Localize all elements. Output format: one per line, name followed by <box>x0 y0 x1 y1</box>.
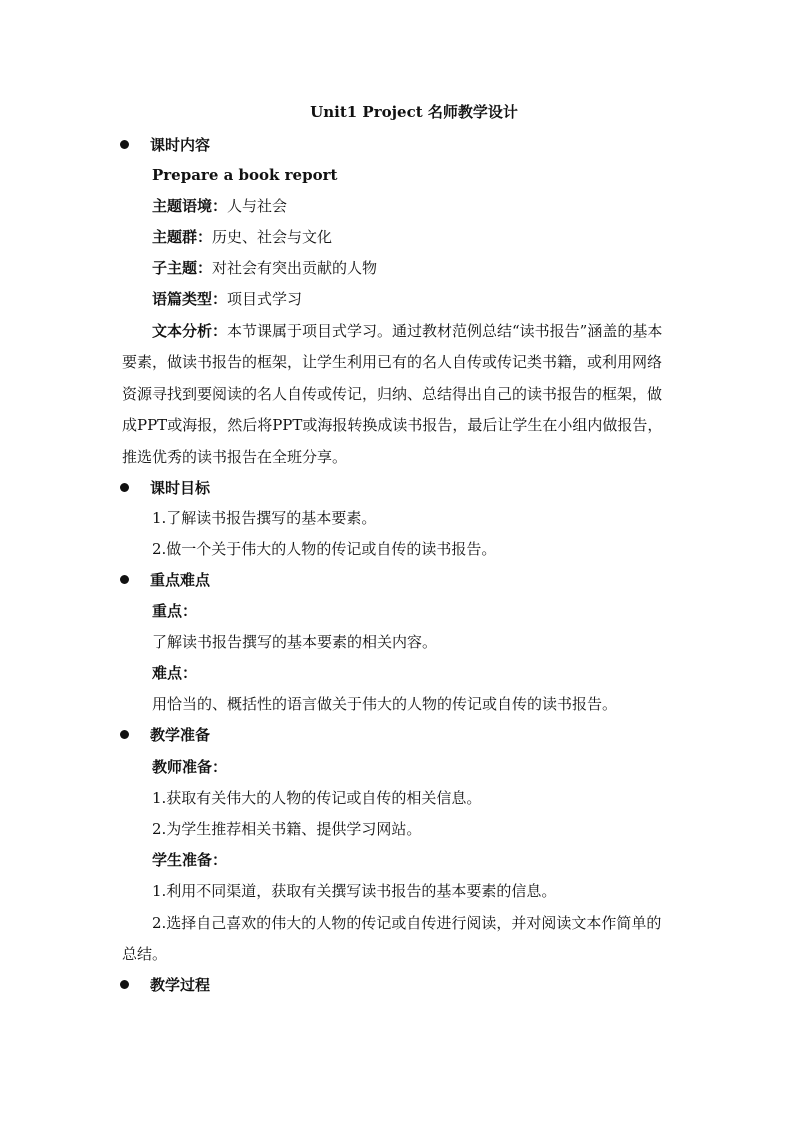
teacher-prep-item: 1.获取有关伟大的人物的传记或自传的相关信息。 <box>152 789 482 807</box>
key-point-label: 重点： <box>152 602 198 620</box>
difficulty-label: 难点： <box>152 664 198 682</box>
section-heading: 重点难点 <box>150 570 211 589</box>
text-type-value: 项目式学习 <box>227 290 303 308</box>
key-point-text: 了解读书报告撰写的基本要素的相关内容。 <box>152 633 438 651</box>
theme-context-label: 主题语境： <box>152 197 228 215</box>
section-heading: 教学准备 <box>150 725 211 744</box>
difficulty-text: 用恰当的、概括性的语言做关于伟大的人物的传记或自传的读书报告。 <box>152 695 618 713</box>
section-header-lesson-content <box>120 132 210 156</box>
student-prep-label: 学生准备： <box>152 851 228 869</box>
theme-group-label: 主题群： <box>152 228 213 246</box>
section-header-teaching-process <box>120 972 210 996</box>
bullet-icon <box>120 980 129 989</box>
theme-context-line <box>152 196 287 216</box>
student-prep-item: 2.选择自己喜欢的伟大的人物的传记或自传进行阅读，并对阅读文本作简单的总结。 <box>122 914 662 964</box>
student-prep-item: 1.利用不同渠道，获取有关撰写读书报告的基本要素的信息。 <box>152 882 557 900</box>
goal-item: 2.做一个关于伟大的人物的传记或自传的读书报告。 <box>152 540 497 558</box>
theme-group-line <box>152 227 332 247</box>
text-analysis-label: 文本分析： <box>152 322 228 340</box>
theme-context-value: 人与社会 <box>227 197 288 215</box>
section-header-key-points <box>120 567 210 591</box>
text-type-label: 语篇类型： <box>152 290 228 308</box>
sub-theme-label: 子主题： <box>152 259 213 277</box>
goal-item: 1.了解读书报告撰写的基本要素。 <box>152 509 377 527</box>
bullet-icon <box>120 730 129 739</box>
teacher-prep-item: 2.为学生推荐相关书籍、提供学习网站。 <box>152 820 422 838</box>
section-heading: 课时目标 <box>150 478 211 497</box>
section-heading: 课时内容 <box>150 135 211 154</box>
teacher-prep-label: 教师准备： <box>152 758 228 776</box>
text-analysis-paragraph <box>122 316 668 473</box>
page-title: Unit1 Project 名师教学设计 <box>310 103 518 121</box>
sub-theme-line <box>152 258 377 278</box>
bullet-icon <box>120 140 129 149</box>
section-header-lesson-goals <box>120 475 210 499</box>
bullet-icon <box>120 483 129 492</box>
section-heading: 教学过程 <box>150 975 211 994</box>
text-analysis-body: 本节课属于项目式学习。通过教材范例总结“读书报告”涵盖的基本要素，做读书报告的框架，让学生利用已有的名人自传或传记类书籍，或利用网络资源寻找到要阅读的名人自传或传记，归纳、总结得出自己的读书报告的框架，做成PPT或海报，然后将PPT或海报转换成读书报告，最后让学生在小组内做报告，推选优秀的读书报告在全班分享。 <box>122 322 663 466</box>
lesson-topic: Prepare a book report <box>152 166 338 184</box>
text-type-line <box>152 289 302 309</box>
section-header-preparation <box>120 722 210 746</box>
sub-theme-value: 对社会有突出贡献的人物 <box>212 259 378 277</box>
bullet-icon <box>120 575 129 584</box>
theme-group-value: 历史、社会与文化 <box>212 228 333 246</box>
